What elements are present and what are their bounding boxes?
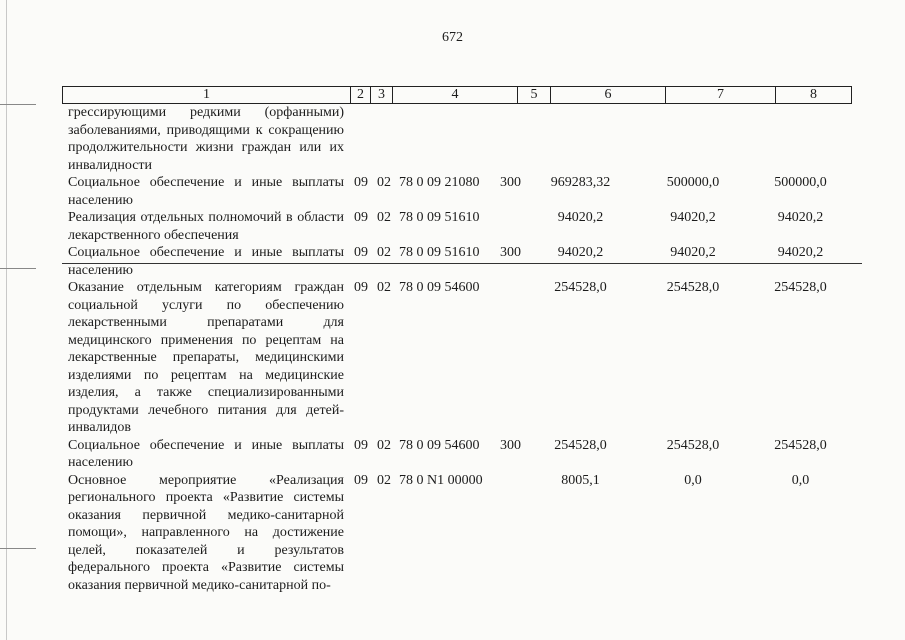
row-description: грессирующими редкими (орфанными) заболеваниями, приводящими к сокращению продолжительности жизни граждан или их инвалидности (68, 105, 344, 173)
row-amount-8: 94020,2 (777, 245, 824, 260)
row-amount-6: 94020,2 (557, 210, 604, 225)
table-row (68, 437, 858, 472)
row-target-code: 78 0 09 54600 (399, 280, 480, 295)
row-section: 09 (354, 245, 368, 260)
row-subsection: 02 (377, 472, 391, 488)
row-expense-type: 300 (500, 175, 521, 190)
row-description: Реализация отдельных полномочий в области лекарственного обеспечения (68, 210, 344, 243)
header-col-5: 5 (518, 87, 551, 103)
row-amount-6: 969283,32 (550, 175, 611, 190)
row-amount-6: 8005,1 (561, 472, 600, 488)
row-target-code: 78 0 09 51610 (399, 210, 480, 225)
row-section: 09 (354, 280, 368, 295)
header-col-6: 6 (551, 87, 666, 103)
margin-mark (0, 548, 36, 549)
table-body (68, 104, 858, 594)
row-amount-8: 254528,0 (774, 437, 827, 453)
row-amount-7: 500000,0 (666, 175, 720, 190)
row-subsection: 02 (377, 437, 391, 453)
table-row (68, 209, 858, 244)
row-amount-7: 94020,2 (670, 245, 716, 260)
row-amount-8: 0,0 (791, 472, 810, 488)
row-subsection: 02 (377, 175, 391, 190)
table-row (68, 279, 858, 437)
row-description: Оказание отдельным категориям граждан социальной услуги по обеспечению лекарственными препаратами для медицинского применения по рецептам на лекарственные препараты, медицинскими изделиями по рецептам на медицинские изделия, а также специализированными продуктами лечебного питания для детей-инвалидов (68, 280, 344, 435)
row-amount-6: 94020,2 (557, 245, 604, 260)
row-subsection: 02 (377, 245, 391, 260)
row-target-code: 78 0 09 54600 (399, 437, 480, 453)
row-subsection: 02 (377, 210, 391, 225)
row-description: Социальное обеспечение и иные выплаты населению (68, 175, 344, 208)
scan-edge (6, 0, 7, 640)
header-col-1: 1 (63, 87, 351, 103)
header-col-8: 8 (810, 87, 817, 102)
row-target-code: 78 0 09 21080 (399, 175, 480, 190)
row-amount-7: 0,0 (684, 472, 702, 488)
row-amount-6: 254528,0 (554, 437, 607, 453)
row-description: Социальное обеспечение и иные выплаты населению (68, 437, 344, 470)
table-header (62, 86, 852, 104)
row-amount-7: 254528,0 (666, 437, 720, 453)
header-col-7: 7 (666, 87, 776, 103)
page-number: 672 (442, 30, 463, 45)
row-section: 09 (354, 175, 368, 190)
row-target-code: 78 0 09 51610 (399, 245, 480, 260)
row-description: Социальное обеспечение и иные выплаты населению (68, 245, 344, 278)
table-row (68, 174, 858, 209)
table-row (68, 104, 858, 174)
margin-mark (0, 104, 36, 105)
row-amount-7: 94020,2 (670, 210, 716, 225)
row-amount-6: 254528,0 (554, 280, 607, 295)
table-row (68, 244, 858, 279)
margin-mark (0, 268, 36, 269)
row-section: 09 (354, 437, 368, 453)
row-section: 09 (354, 210, 368, 225)
row-expense-type: 300 (500, 245, 521, 260)
header-col-3: 3 (371, 87, 393, 103)
row-expense-type: 300 (500, 437, 521, 453)
row-amount-8: 94020,2 (777, 210, 824, 225)
header-col-2: 2 (351, 87, 371, 103)
row-subsection: 02 (377, 280, 391, 295)
row-description: Основное мероприятие «Реализация регионального проекта «Развитие системы оказания первичной медико-санитарной помощи», направленного на достижение целей, показателей и результатов федерального проекта «Развитие системы оказания первичной медико-санитарной по- (68, 472, 344, 593)
row-amount-8: 500000,0 (774, 175, 827, 190)
header-col-4: 4 (393, 87, 518, 103)
row-amount-7: 254528,0 (666, 280, 720, 295)
row-section: 09 (354, 472, 368, 488)
table-row (68, 472, 858, 595)
row-target-code: 78 0 N1 00000 (399, 472, 483, 488)
row-amount-8: 254528,0 (774, 280, 827, 295)
